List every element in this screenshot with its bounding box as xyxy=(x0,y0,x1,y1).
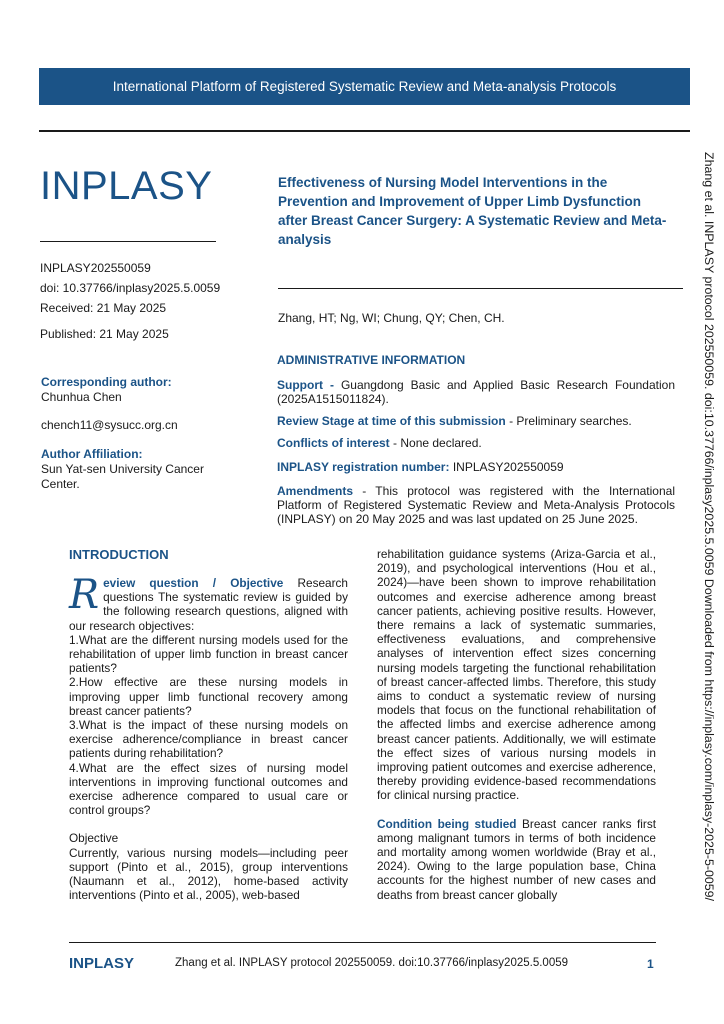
rehabilitation-paragraph: rehabilitation guidance systems (Ariza-Garcia et al., 2019), and psychological interventions (Hou et al., 2024)—have been shown to improve rehabilitation outcomes and exercise adherence among breast cancer patients, achieving positive results. However, there remains a lack of systematic summaries, effectiveness evaluations, and comprehensive analyses of intervention effect sizes concerning nursing models targeting the functional rehabilitation of breast cancer-affected limbs. Therefore, this study aims to conduct a systematic review of nursing models that focus on the functional rehabilitation of the affected limbs and exercise adherence among breast cancer patients. Additionally, we will estimate the effect sizes of various nursing models in improving patient outcomes and exercise adherence, thereby providing evidence-based recommendations for clinical nursing practice. xyxy=(377,547,656,803)
registration-text: INPLASY202550059 xyxy=(449,460,564,474)
admin-heading: ADMINISTRATIVE INFORMATION xyxy=(277,353,466,367)
affiliation-value: Sun Yat-sen University Cancer Center. xyxy=(41,462,204,491)
condition-label: Condition being studied xyxy=(377,816,517,831)
footer-logo: INPLASY xyxy=(69,955,135,972)
corresponding-label: Corresponding author: xyxy=(41,375,172,389)
inplasy-logo: INPLASY xyxy=(40,164,213,208)
amendments-label: Amendments xyxy=(277,484,354,498)
support-text: Guangdong Basic and Applied Basic Research Foundation (2025A1515011824). xyxy=(277,378,675,406)
support-item xyxy=(277,378,675,406)
logo-underline xyxy=(40,241,216,242)
registration-item xyxy=(277,460,675,474)
download-notice[interactable]: Zhang et al. INPLASY protocol 202550059. doi:10.37766/inplasy2025.5.0059 Downloaded from https://inplasy.com/inplasy-2025-5-0059/ xyxy=(702,152,716,901)
corresponding-name: Chunhua Chen xyxy=(41,390,122,404)
research-question-text: Research questions The systematic review is guided by the following research questions, aligned with our research objectives: xyxy=(69,576,348,633)
condition-text: Breast cancer ranks first among malignant tumors in terms of both incidence and mortality among women worldwide (Bray et al., 2024). Owing to the large population base, China accounts for the highest number of new cases and deaths from breast cancer globally xyxy=(377,816,656,902)
question-1: 1.What are the different nursing models used for the rehabilitation of upper limb function in breast cancer patients? xyxy=(69,632,348,676)
corresponding-email[interactable]: chench11@sysucc.org.cn xyxy=(41,418,178,432)
left-column xyxy=(69,572,348,903)
header-rule xyxy=(39,130,690,132)
condition-paragraph xyxy=(377,817,656,902)
review-stage-text: - Preliminary searches. xyxy=(505,414,632,428)
drop-cap: R xyxy=(69,572,100,618)
conflicts-text: - None declared. xyxy=(389,436,482,450)
received-date: Received: 21 May 2025 xyxy=(40,301,167,315)
review-stage-label: Review Stage at time of this submission xyxy=(277,414,506,428)
title-rule xyxy=(278,288,683,289)
doi-text[interactable]: doi: 10.37766/inplasy2025.5.0059 xyxy=(40,281,221,295)
affiliation-label: Author Affiliation: xyxy=(41,447,143,461)
journal-banner: International Platform of Registered Systematic Review and Meta-analysis Protocols xyxy=(39,68,690,105)
review-stage-item xyxy=(277,414,675,428)
conflicts-item xyxy=(277,436,675,450)
introduction-heading: INTRODUCTION xyxy=(69,547,169,562)
amendments-item xyxy=(277,484,675,526)
question-4: 4.What are the effect sizes of nursing model interventions in improving functional outcomes and exercise adherence compared to usual care or control groups? xyxy=(69,760,348,818)
question-3: 3.What is the impact of these nursing models on exercise adherence/compliance in breast cancer patients during rehabilitation? xyxy=(69,718,348,761)
registration-label: INPLASY registration number: xyxy=(277,460,450,474)
research-question-paragraph xyxy=(69,572,348,633)
right-column xyxy=(377,547,656,902)
support-label: Support - xyxy=(277,378,334,392)
author-list: Zhang, HT; Ng, WI; Chung, QY; Chen, CH. xyxy=(278,311,505,325)
conflicts-label: Conflicts of interest xyxy=(277,436,390,450)
paper-title: Effectiveness of Nursing Model Interventions in the Prevention and Improvement of Upper Limb Dysfunction after Breast Cancer Surgery: A Systematic Review and Meta-analysis xyxy=(278,175,667,247)
objective-text: Currently, various nursing models—including peer support (Pinto et al., 2015), group interventions (Naumann et al., 2012), home-based activity interventions (Pinto et al., 2005), web-based xyxy=(69,845,348,903)
page-number: 1 xyxy=(647,957,654,971)
research-question-label: eview question / Objective xyxy=(103,576,284,590)
question-2: 2.How effective are these nursing models in improving upper limb functional recovery among breast cancer patients? xyxy=(69,675,348,718)
published-date: Published: 21 May 2025 xyxy=(40,327,169,341)
footer-rule xyxy=(69,942,656,943)
registration-id: INPLASY202550059 xyxy=(40,261,151,275)
amendments-text: - This protocol was registered with the International Platform of Registered Systematic Review and Meta-Analysis Protocols (INPLASY) on 20 May 2025 and was last updated on 25 June 2025. xyxy=(277,484,675,526)
objective-label: Objective xyxy=(69,831,119,846)
footer-citation: Zhang et al. INPLASY protocol 202550059. doi:10.37766/inplasy2025.5.0059 xyxy=(175,957,569,969)
